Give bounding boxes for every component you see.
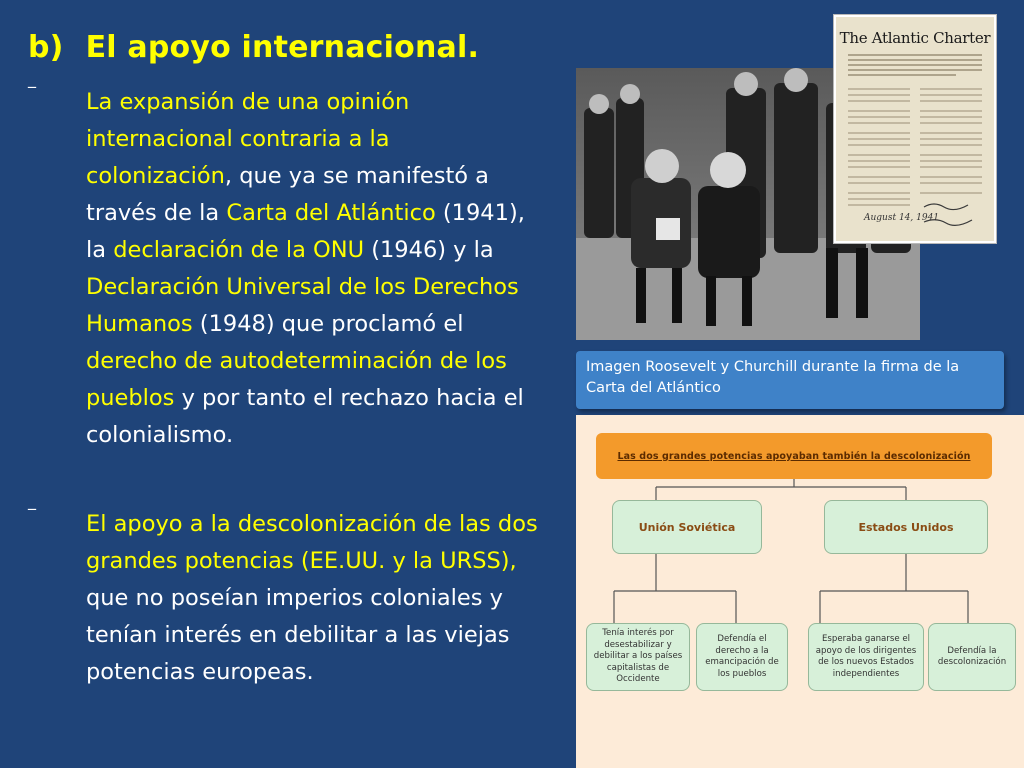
text-segment-highlight: declaración de la ONU <box>113 237 365 263</box>
bullet-item-2 <box>28 506 548 691</box>
descolonizacion-diagram <box>576 415 1024 768</box>
text-segment: La expansión de una opinión internacional contraria a la <box>86 89 410 152</box>
node-leaf-2: Defendía el derecho a la emancipación de los pueblos <box>696 623 788 691</box>
title-text: El apoyo internacional. <box>85 30 480 65</box>
photo-caption: Imagen Roosevelt y Churchill durante la firma de la Carta del Atlántico <box>576 351 1004 409</box>
node-leaf-4: Defendía la descolonización <box>928 623 1016 691</box>
node-leaf-3: Esperaba ganarse el apoyo de los dirigentes de los nuevos Estados independientes <box>808 623 924 691</box>
charter-date: August 14, 1941 <box>864 213 940 223</box>
text-segment: , que ya se manifestó a través de la <box>86 163 489 226</box>
slide-title <box>28 30 479 65</box>
text-segment: (1941), la <box>86 200 525 263</box>
text-segment-highlight: Carta del Atlántico <box>226 200 436 226</box>
bullet-text-2 <box>86 506 541 691</box>
text-segment-highlight: Declaración Universal de los Derechos Humanos <box>86 274 519 337</box>
text-segment: y por tanto el rechazo hacia el colonialismo. <box>86 385 524 448</box>
node-estados-unidos: Estados Unidos <box>824 500 988 554</box>
bullet-text-1 <box>86 84 541 454</box>
text-segment: (1948) que proclamó el <box>192 311 464 337</box>
text-segment: (1946) y la <box>364 237 494 263</box>
text-segment: que no poseían imperios coloniales y tenían interés en debilitar a las viejas potencias europeas. <box>86 585 510 685</box>
text-segment-highlight: El apoyo a la descolonización de las dos grandes potencias (EE.UU. y la URSS), <box>86 511 538 574</box>
charter-text-lines <box>836 47 994 241</box>
text-segment-highlight: colonización <box>86 163 225 189</box>
charter-title: The Atlantic Charter <box>839 29 991 47</box>
node-leaf-1: Tenía interés por desestabilizar y debilitar a los países capitalistas de Occidente <box>586 623 690 691</box>
diagram-title: Las dos grandes potencias apoyaban también la descolonización <box>596 433 992 479</box>
bullet-item-1 <box>28 84 548 454</box>
dash-bullet-icon: ‾ <box>28 506 36 525</box>
atlantic-charter-document <box>836 17 994 241</box>
text-segment-highlight: derecho de autodeterminación de los pueblos <box>86 348 507 411</box>
dash-bullet-icon: ‾ <box>28 84 36 103</box>
node-union-sovietica: Unión Soviética <box>612 500 762 554</box>
title-marker: b) <box>28 30 64 65</box>
